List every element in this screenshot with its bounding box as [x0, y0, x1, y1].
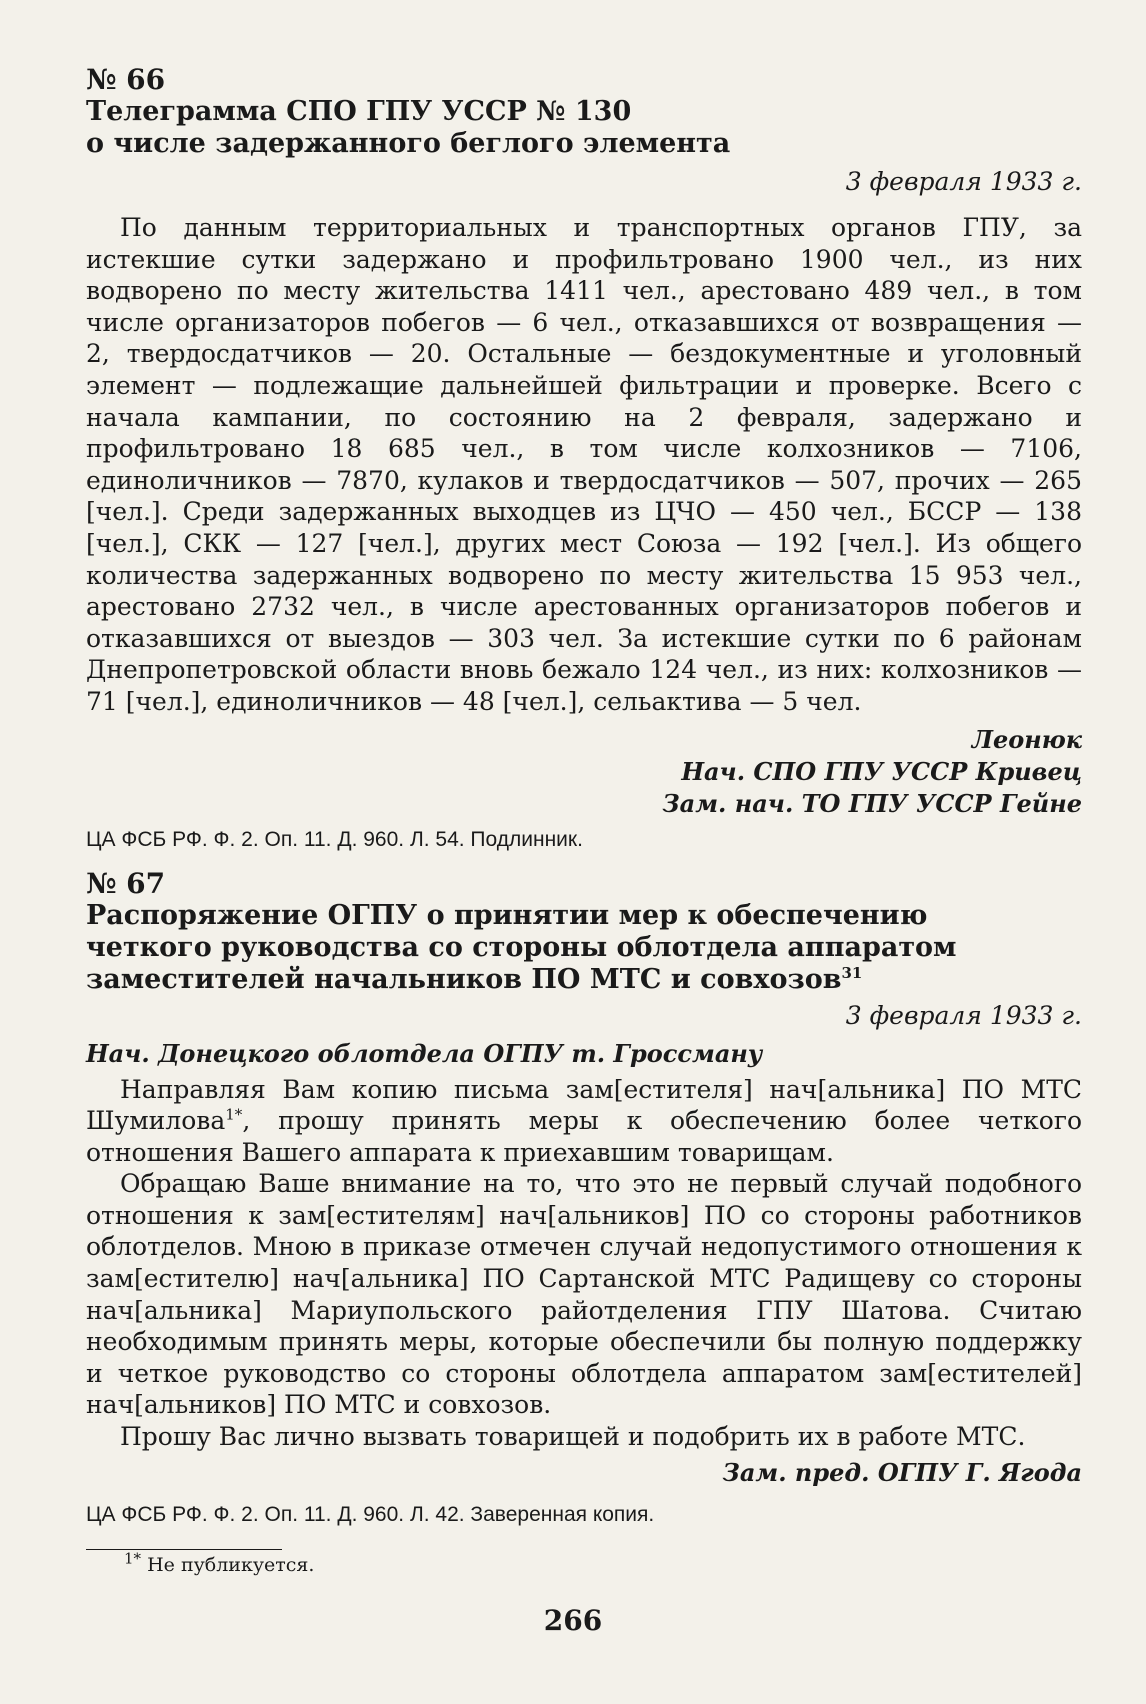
doc-66-title-line-2: о числе задержанного беглого элемента: [86, 128, 731, 159]
doc-67-addressee: Нач. Донецкого облотдела ОГПУ т. Гроссману: [86, 1038, 763, 1068]
doc-66-archive-ref: ЦА ФСБ РФ. Ф. 2. Оп. 11. Д. 960. Л. 54. Подлинник.: [86, 827, 583, 851]
doc-67-paragraph-2: Обращаю Ваше внимание на то, что это не первый случай подобного отношения к зам[естителям] нач[альников] ПО со стороны работников облотделов. Мною в приказе отмечен случай недопустимого отношения к зам[естителю] нач[альника] ПО Сартанской МТС Радищеву со стороны нач[альника] Мариупольского райотделения ГПУ Шатова. Считаю необходимым принять меры, которые обеспечили бы полную поддержку и четкое руководство со стороны облотдела аппаратом зам[естителей] нач[альников] ПО МТС и совхозов.: [86, 1169, 1082, 1420]
footnote-mark: 1*: [124, 1549, 142, 1568]
doc-67-paragraph-1: [86, 1074, 1082, 1169]
doc-67-title-line-1: Распоряжение ОГПУ о принятии мер к обеспечению: [86, 899, 928, 931]
doc-67-paragraph-3: Прошу Вас лично вызвать товарищей и подобрить их в работе МТС.: [120, 1422, 1026, 1452]
doc-66-signature-2: Нач. СПО ГПУ УССР Кривец: [681, 756, 1082, 786]
doc-67-number: № 67: [86, 866, 166, 900]
footnote-reference: 1*: [225, 1105, 243, 1124]
doc-67-date: 3 февраля 1933 г.: [845, 1000, 1082, 1030]
footnote-text: Не публикуется.: [141, 1553, 315, 1576]
page-number: 266: [543, 1604, 603, 1637]
page-content: [86, 64, 1082, 1578]
doc-67-title-line-3-text: заместителей начальников ПО МТС и совхозов: [86, 963, 842, 995]
doc-66-number: № 66: [86, 63, 166, 96]
doc-67-title-line-3: [86, 964, 1082, 996]
doc-67-title-note-ref: 31: [841, 963, 863, 982]
footnotes: [86, 1549, 1082, 1578]
footnote-item: [86, 1549, 1082, 1578]
document-66: [86, 64, 1082, 854]
document-67: [86, 868, 1082, 1529]
footnote-divider: [86, 1549, 282, 1550]
doc-67-archive-ref: ЦА ФСБ РФ. Ф. 2. Оп. 11. Д. 960. Л. 42. Заверенная копия.: [86, 1502, 655, 1526]
doc-67-signature: Зам. пред. ОГПУ Г. Ягода: [722, 1457, 1082, 1487]
doc-66-signatures: [86, 724, 1082, 820]
doc-66-body: По данным территориальных и транспортных органов ГПУ, за истекшие сутки задержано и профильтровано 1900 чел., из них водворено по месту жительства 1411 чел., арестовано 489 чел., в том числе организаторов побегов — 6 чел., отказавшихся от возвращения — 2, твердосдатчиков — 20. Остальные — бездокументные и уголовный элемент — подлежащие дальнейшей фильтрации и проверке. Всего с начала кампании, по состоянию на 2 февраля, задержано и профильтровано 18 685 чел., в том числе колхозников — 7106, единоличников — 7870, кулаков и твердосдатчиков — 507, прочих — 265 [чел.]. Среди задержанных выходцев из ЦЧО — 450 чел., БССР — 138 [чел.], СКК — 127 [чел.], других мест Союза — 192 [чел.]. Из общего количества задержанных водворено по месту жительства 15 953 чел., арестовано 2732 чел., в числе арестованных организаторов побегов и отказавшихся от выездов — 303 чел. За истекшие сутки по 6 районам Днепропетровской области вновь бежало 124 чел., из них: колхозников — 71 [чел.], единоличников — 48 [чел.], сельактива — 5 чел.: [86, 213, 1082, 716]
doc-66-date: 3 февраля 1933 г.: [845, 167, 1082, 196]
doc-66-signature-1: Леонюк: [971, 724, 1082, 754]
doc-66-title-line-1: Телеграмма СПО ГПУ УССР № 130: [86, 96, 632, 127]
doc-66-signature-3: Зам. нач. ТО ГПУ УССР Гейне: [662, 788, 1082, 818]
doc-67-p1-part-a: Направляя Вам копию письма зам[естителя] нач[альника] ПО МТС Шумилова: [86, 1074, 1082, 1136]
doc-67-p1-part-b: , прошу принять меры к обеспечению более четкого отношения Вашего аппарата к приехавшим товарищам.: [86, 1106, 1082, 1167]
doc-67-title-line-2: четкого руководства со стороны облотдела аппаратом: [86, 931, 957, 963]
